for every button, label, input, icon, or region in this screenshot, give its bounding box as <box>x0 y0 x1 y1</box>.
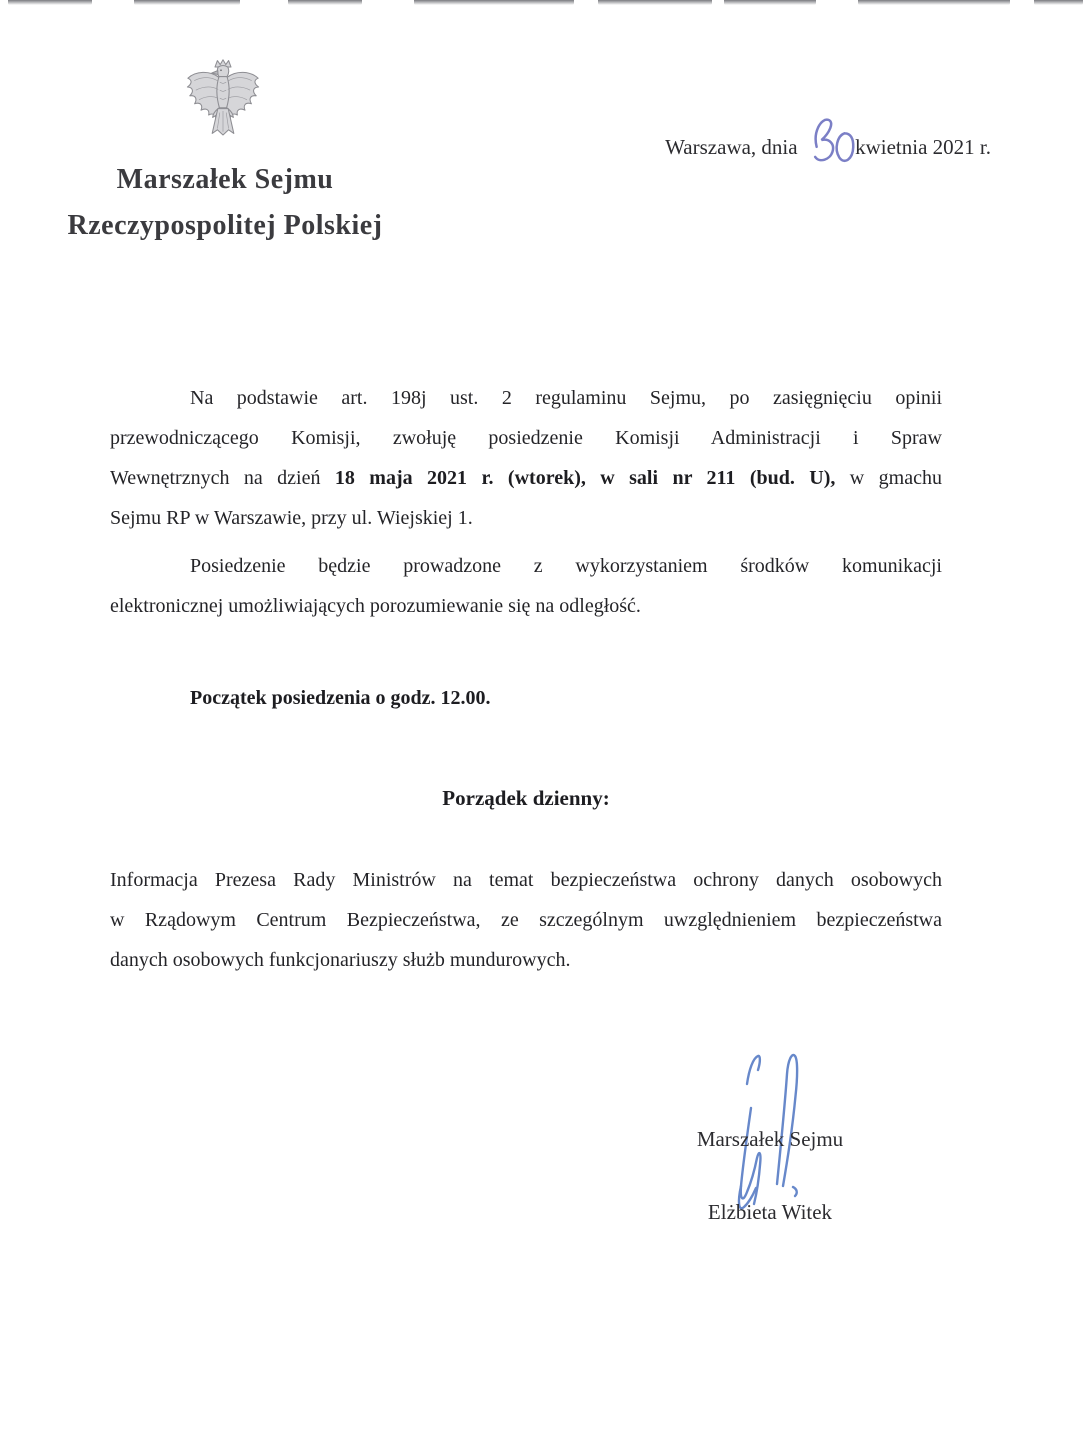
scan-artifact <box>858 0 1010 5</box>
scan-artifact <box>598 0 712 5</box>
paragraph-agenda-heading <box>110 778 942 818</box>
text-line: Posiedzenie będzie prowadzone z wykorzystaniem środków komunikacji <box>190 555 942 577</box>
scan-artifact <box>288 0 362 5</box>
paragraph-remote-participation <box>110 546 942 626</box>
text-line: Początek posiedzenia o godz. 12.00. <box>190 687 491 709</box>
letterhead-title-line2: Rzeczypospolitej Polskiej <box>67 210 383 241</box>
paragraph-agenda-item <box>110 860 942 980</box>
text-line: Informacja Prezesa Rady Ministrów na temat bezpieczeństwa ochrony danych osobowych <box>110 869 942 891</box>
signature-role: Marszałek Sejmu <box>696 1127 844 1151</box>
scan-artifact <box>1034 0 1083 5</box>
letterhead-title-line1: Marszałek Sejmu <box>116 164 334 195</box>
scan-artifact <box>134 0 240 5</box>
text-line: Na podstawie art. 198j ust. 2 regulaminu Sejmu, po zasięgnięciu opinii <box>190 387 942 409</box>
paragraph-convocation <box>110 378 942 538</box>
polish-eagle-emblem <box>183 58 263 148</box>
text-line: przewodniczącego Komisji, zwołuję posiedzenie Komisji Administracji i Spraw <box>110 427 942 449</box>
text-line: Wewnętrznych na dzień 18 maja 2021 r. (wtorek), w sali nr 211 (bud. U), w gmachu <box>110 467 942 489</box>
eagle-head <box>217 66 229 77</box>
dateline-suffix: kwietnia 2021 r. <box>855 135 991 159</box>
text-line: Porządek dzienny: <box>442 786 610 810</box>
text-line: elektronicznej umożliwiających porozumiewanie się na odległość. <box>110 595 641 617</box>
handwritten-day-30 <box>807 114 859 170</box>
signature-name: Elżbieta Witek <box>707 1200 833 1224</box>
text-line: w Rządowym Centrum Bezpieczeństwa, ze szczególnym uwzględnieniem bezpieczeństwa <box>110 909 942 931</box>
text-line: danych osobowych funkcjonariuszy służb mundurowych. <box>110 949 571 971</box>
scan-artifact <box>724 0 816 5</box>
text-line: Sejmu RP w Warszawie, przy ul. Wiejskiej 1. <box>110 507 473 529</box>
paragraph-start-time <box>110 678 942 718</box>
scan-artifact <box>8 0 92 5</box>
dateline <box>665 114 991 170</box>
body-paragraphs <box>110 378 942 980</box>
scan-artifact <box>414 0 574 5</box>
eagle-body <box>217 77 229 108</box>
dateline-prefix: Warszawa, dnia <box>665 135 798 159</box>
